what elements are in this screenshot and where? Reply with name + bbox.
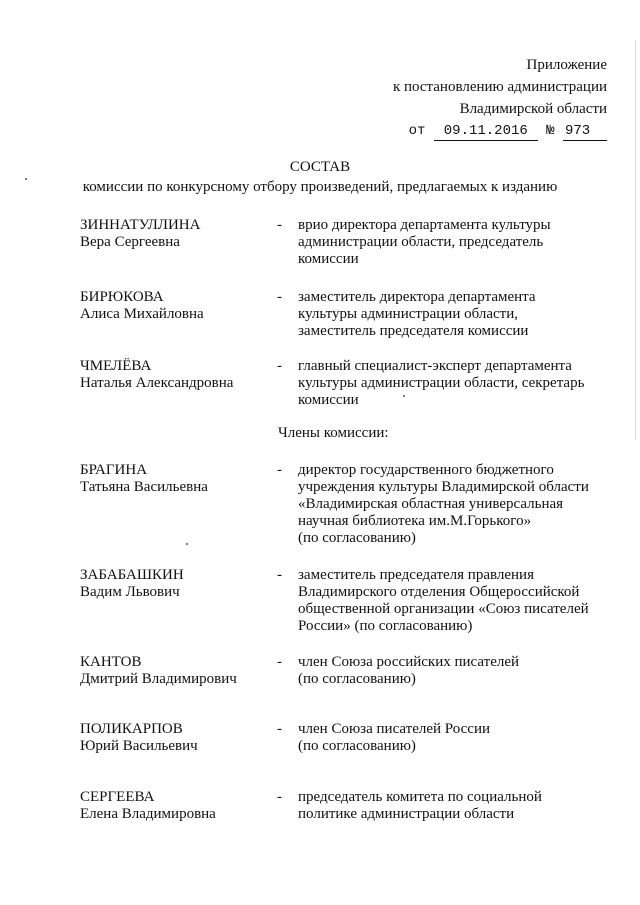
member-role — [298, 217, 618, 268]
member-name — [80, 217, 270, 251]
member-name — [80, 721, 270, 755]
member-dash: - — [277, 217, 282, 233]
role-line: заместитель председателя правления — [298, 567, 534, 583]
resolution-ref: к постановлению администрации — [392, 79, 607, 95]
member-role — [298, 721, 618, 755]
role-line: России» (по согласованию) — [298, 618, 473, 634]
scan-speck — [25, 178, 27, 180]
date-prefix: от — [408, 123, 426, 139]
members-heading: Члены комиссии: — [278, 425, 389, 441]
member-given-name: Вадим Львович — [80, 584, 180, 600]
member-given-name: Елена Владимировна — [80, 806, 216, 822]
member-surname: БИРЮКОВА — [80, 289, 164, 305]
member-surname: СЕРГЕЕВА — [80, 789, 155, 805]
member-surname: ПОЛИКАРПОВ — [80, 721, 183, 737]
number-prefix: № — [546, 123, 555, 139]
role-line: врио директора департамента культуры — [298, 217, 551, 233]
role-line: научная библиотека им.М.Горького» — [298, 513, 532, 529]
role-line: заместитель директора департамента — [298, 289, 536, 305]
member-given-name: Алиса Михайловна — [80, 306, 204, 322]
role-line: (по согласованию) — [298, 671, 416, 687]
role-line: культуры администрации области, секретарь — [298, 375, 585, 391]
member-surname: ЧМЕЛЁВА — [80, 358, 152, 374]
role-line: (по согласованию) — [298, 738, 416, 754]
member-surname: ЗИННАТУЛЛИНА — [80, 217, 201, 233]
member-surname: БРАГИНА — [80, 462, 148, 478]
member-surname: ЗАБАБАШКИН — [80, 567, 184, 583]
member-dash: - — [277, 462, 282, 478]
member-given-name: Вера Сергеевна — [80, 234, 180, 250]
member-given-name: Татьяна Васильевна — [80, 479, 208, 495]
role-line: комиссии — [298, 251, 359, 267]
member-role — [298, 289, 618, 340]
member-dash: - — [277, 289, 282, 305]
role-line: учреждения культуры Владимирской области — [298, 479, 589, 495]
member-name — [80, 462, 270, 496]
member-surname: КАНТОВ — [80, 654, 142, 670]
member-name — [80, 654, 270, 688]
member-name — [80, 567, 270, 601]
member-role — [298, 789, 618, 823]
member-dash: - — [277, 567, 282, 583]
member-given-name: Дмитрий Владимирович — [80, 671, 237, 687]
member-given-name: Наталья Александровна — [80, 375, 234, 391]
role-line: общественной организации «Союз писателей — [298, 601, 589, 617]
member-name — [80, 789, 270, 823]
role-line: заместитель председателя комиссии — [298, 323, 529, 339]
member-dash: - — [277, 721, 282, 737]
role-line: Владимирского отделения Общероссийской — [298, 584, 580, 600]
scan-speck — [186, 543, 188, 545]
region-name: Владимирской области — [459, 101, 607, 117]
date-number-line — [409, 122, 607, 141]
member-role — [298, 462, 618, 547]
role-line: политике администрации области — [298, 806, 515, 822]
role-line: член Союза российских писателей — [298, 654, 520, 670]
resolution-date: 09.11.2016 — [434, 122, 538, 141]
scan-edge-line — [635, 40, 636, 440]
member-role — [298, 654, 618, 688]
member-role — [298, 358, 618, 409]
role-line: (по согласованию) — [298, 530, 416, 546]
role-line: администрации области, председатель — [298, 234, 544, 250]
role-line: «Владимирская областная универсальная — [298, 496, 564, 512]
member-given-name: Юрий Васильевич — [80, 738, 198, 754]
member-dash: - — [277, 358, 282, 374]
doc-subtitle: комиссии по конкурсному отбору произведений, предлагаемых к изданию — [82, 179, 558, 195]
role-line: культуры администрации области, — [298, 306, 518, 322]
member-name — [80, 289, 270, 323]
member-role — [298, 567, 618, 635]
role-line: комиссии — [298, 392, 359, 408]
role-line: член Союза писателей России — [298, 721, 491, 737]
resolution-number: 973 — [563, 122, 607, 141]
appendix-label: Приложение — [526, 57, 607, 73]
member-dash: - — [277, 789, 282, 805]
scan-speck — [403, 395, 405, 397]
role-line: председатель комитета по социальной — [298, 789, 542, 805]
member-name — [80, 358, 270, 392]
role-line: директор государственного бюджетного — [298, 462, 554, 478]
doc-title: СОСТАВ — [289, 159, 351, 175]
role-line: главный специалист-эксперт департамента — [298, 358, 572, 374]
member-dash: - — [277, 654, 282, 670]
